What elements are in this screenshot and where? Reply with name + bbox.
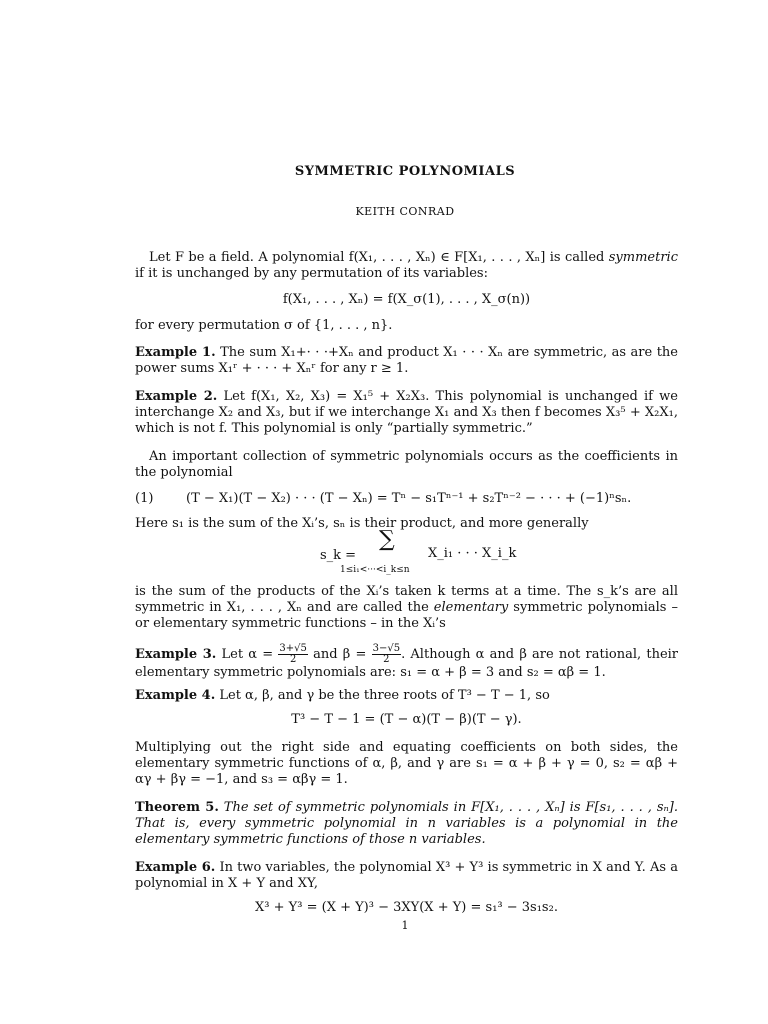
intro-paragraph — [135, 250, 678, 282]
term-elementary: elementary — [433, 600, 509, 615]
collection-paragraph: An important collection of symmetric polynomials occurs as the coefficients in the polynomial — [135, 449, 678, 480]
beta-denominator: 2 — [383, 654, 390, 665]
example-4-text: Let α, β, and γ be the three roots of T³ − T − 1, so — [215, 688, 550, 703]
example-3-and: and β = — [307, 647, 372, 662]
equation-1: (T − X₁)(T − X₂) · · · (T − Xₙ) = Tⁿ − s₁Tⁿ⁻¹ + s₂Tⁿ⁻² − · · · + (−1)ⁿsₙ. — [186, 491, 632, 506]
example-4-equation: T³ − T − 1 = (T − α)(T − β)(T − γ). — [291, 712, 522, 727]
example-1 — [135, 345, 678, 377]
permutation-condition: for every permutation σ of {1, . . . , n}. — [135, 318, 393, 333]
example-2-label: Example 2. — [135, 389, 218, 404]
beta-fraction — [372, 644, 401, 665]
elementary-text-2: symmetric polynomials – or elementary symmetric functions – in the Xᵢ’s — [135, 600, 678, 631]
term-symmetric: symmetric — [608, 250, 678, 265]
example-3-text: . Although α and β are not rational, their elementary symmetric polynomials are: s₁ = α + β = 3 and s₂ = αβ = 1. — [135, 647, 679, 680]
example-4-label: Example 4. — [135, 688, 216, 703]
example-2 — [135, 389, 678, 437]
page-title: SYMMETRIC POLYNOMIALS — [294, 164, 516, 179]
permutation-equation: f(X₁, . . . , Xₙ) = f(X_σ(1), . . . , X_σ(n)) — [282, 292, 531, 307]
alpha-denominator: 2 — [289, 654, 297, 665]
summation-range: 1≤i₁<···<i_k≤n — [340, 565, 410, 575]
example-6-equation: X³ + Y³ = (X + Y)³ − 3XY(X + Y) = s₁³ − 3s₁s₂. — [255, 900, 558, 915]
intro-text-1: Let F be a field. A polynomial f(X₁, . . . , Xₙ) ∈ F[X₁, . . . , Xₙ] is called — [149, 250, 609, 265]
example-1-text: The sum X₁+· · ·+Xₙ and product X₁ · · · Xₙ are symmetric, as are the power sums X₁ʳ + · · · + Xₙʳ for any r ≥ 1. — [135, 345, 678, 376]
example-6 — [135, 860, 678, 892]
here-paragraph: Here s₁ is the sum of the Xᵢ’s, sₙ is their product, and more generally — [135, 516, 589, 531]
page-number: 1 — [401, 919, 409, 932]
equation-number-1: (1) — [135, 491, 154, 506]
example-6-text: In two variables, the polynomial X³ + Y³ is symmetric in X and Y. As a polynomial in X + Y and XY, — [135, 860, 678, 891]
alpha-fraction — [278, 644, 307, 665]
theorem-5-text: The set of symmetric polynomials in F[X₁, . . . , Xₙ] is F[s₁, . . . , sₙ]. That is, every symmetric polynomial in n variables is a polynomial in the elementary symmetric functions of those n variables. — [135, 800, 678, 847]
example-6-label: Example 6. — [135, 860, 216, 875]
elementary-definition — [135, 584, 678, 632]
example-3-label: Example 3. — [135, 647, 217, 662]
example-1-label: Example 1. — [135, 345, 216, 360]
alpha-numerator: 3+√5 — [279, 643, 307, 654]
example-3-let: Let α = — [216, 647, 279, 662]
author-name: KEITH CONRAD — [355, 205, 455, 218]
example-4 — [135, 688, 678, 704]
intro-text-2: if it is unchanged by any permutation of its variables: — [135, 266, 488, 281]
theorem-5 — [135, 800, 678, 848]
theorem-5-label: Theorem 5. — [135, 800, 219, 815]
example-2-text: Let f(X₁, X₂, X₃) = X₁⁵ + X₂X₃. This polynomial is unchanged if we interchange X₂ and X₃, but if we interchange X₁ and X₃ then f becomes X₃⁵ + X₂X₁, which is not f. This polynomial is only “partially symmetric.” — [135, 389, 678, 436]
sk-term: X_i₁ · · · X_i_k — [428, 546, 517, 561]
summation-symbol: ∑ — [379, 527, 395, 552]
example-3 — [135, 644, 678, 681]
beta-numerator: 3−√5 — [372, 643, 401, 654]
sk-lhs: s_k = — [320, 548, 357, 563]
example-4-conclusion: Multiplying out the right side and equating coefficients on both sides, the elementary symmetric functions of α, β, and γ are s₁ = α + β + γ = 0, s₂ = αβ + αγ + βγ = −1, and s₃ = αβγ = 1. — [135, 740, 678, 787]
elementary-text-1: is the sum of the products of the Xᵢ’s taken k terms at a time. The s_k’s are all symmetric in X₁, . . . , Xₙ and are called the — [135, 584, 678, 615]
